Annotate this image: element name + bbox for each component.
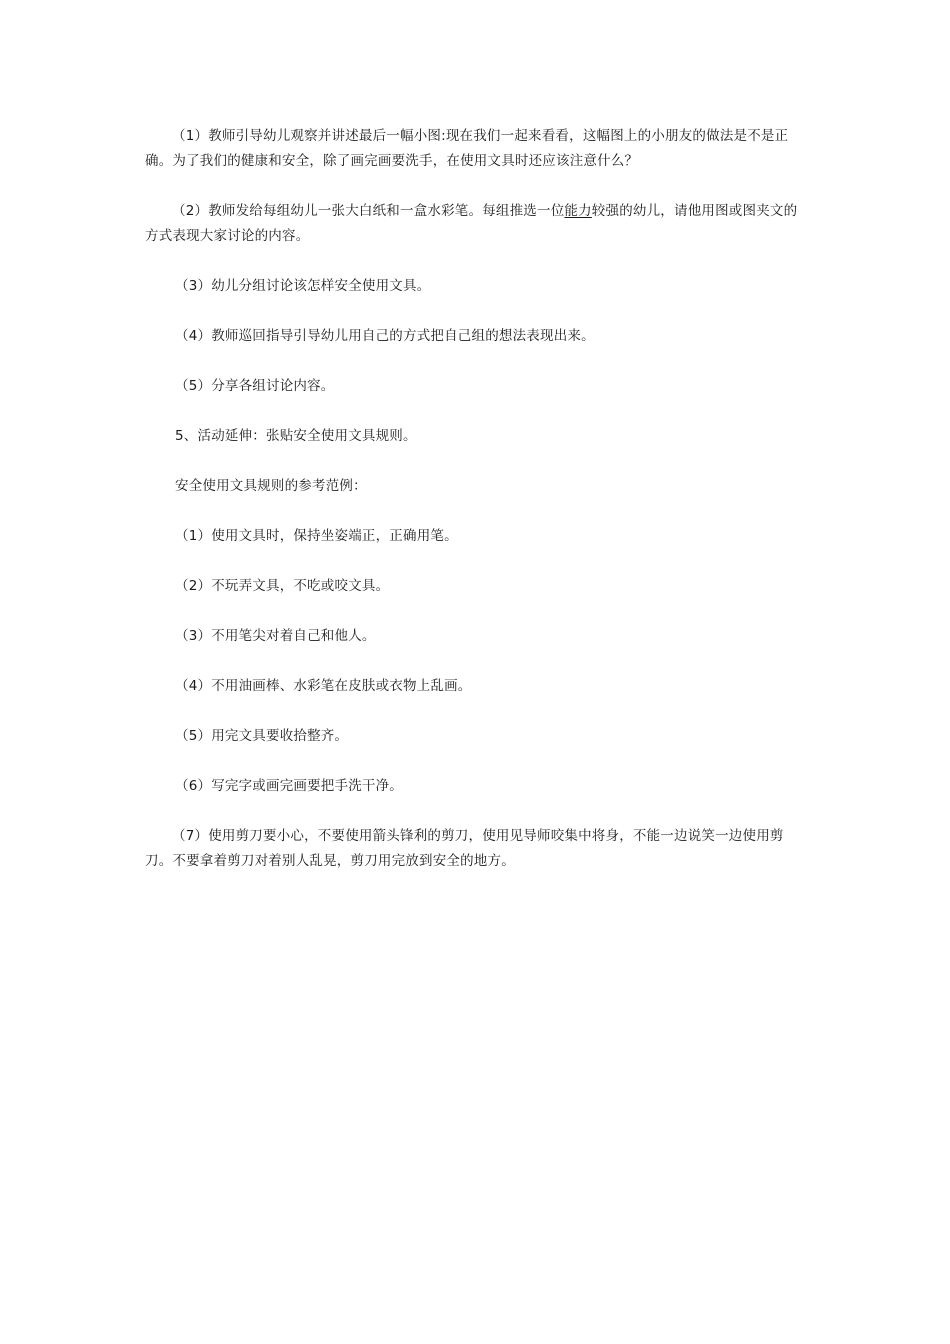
paragraph-text-before-link: （2）教师发给每组幼儿一张大白纸和一盒水彩笔。每组推选一位: [172, 203, 565, 219]
rule-item-6: （6）写完字或画完画要把手洗干净。: [175, 778, 403, 794]
paragraph-teacher-guidance: （4）教师巡回指导引导幼儿用自己的方式把自己组的想法表现出来。: [175, 328, 595, 344]
paragraph-text-after-link: 较强的幼儿，请他用图或图夹文的方式表现大家讨论的内容。: [145, 203, 798, 244]
rule-item-4: （4）不用油画棒、水彩笔在皮肤或衣物上乱画。: [175, 678, 472, 694]
paragraph-observe-last-picture: （1）教师引导幼儿观察并讲述最后一幅小图:现在我们一起来看看，这幅图上的小朋友的做法是不是正确。为了我们的健康和安全，除了画完画要洗手，在使用文具时还应该注意什么？: [145, 128, 789, 169]
rule-item-7: （7）使用剪刀要小心，不要使用箭头锋利的剪刀，使用见导师咬集中将身，不能一边说笑一边使用剪刀。不要拿着剪刀对着别人乱晃，剪刀用完放到安全的地方。: [145, 828, 784, 869]
rule-item-2: （2）不玩弄文具，不吃或咬文具。: [175, 578, 390, 594]
paragraph-share-discussion: （5）分享各组讨论内容。: [175, 378, 335, 394]
document-body: [145, 124, 810, 874]
rule-item-1: （1）使用文具时，保持坐姿端正，正确用笔。: [175, 528, 458, 544]
paragraph-rules-heading: 安全使用文具规则的参考范例：: [175, 478, 367, 494]
rule-item-3: （3）不用笔尖对着自己和他人。: [175, 628, 376, 644]
paragraph-activity-extension: 5、活动延伸：张贴安全使用文具规则。: [175, 428, 417, 444]
ability-link[interactable]: 能力: [564, 203, 592, 219]
rule-item-5: （5）用完文具要收拾整齐。: [175, 728, 349, 744]
paragraph-distribute-paper: [145, 199, 810, 249]
paragraph-group-discussion: （3）幼儿分组讨论该怎样安全使用文具。: [175, 278, 431, 294]
